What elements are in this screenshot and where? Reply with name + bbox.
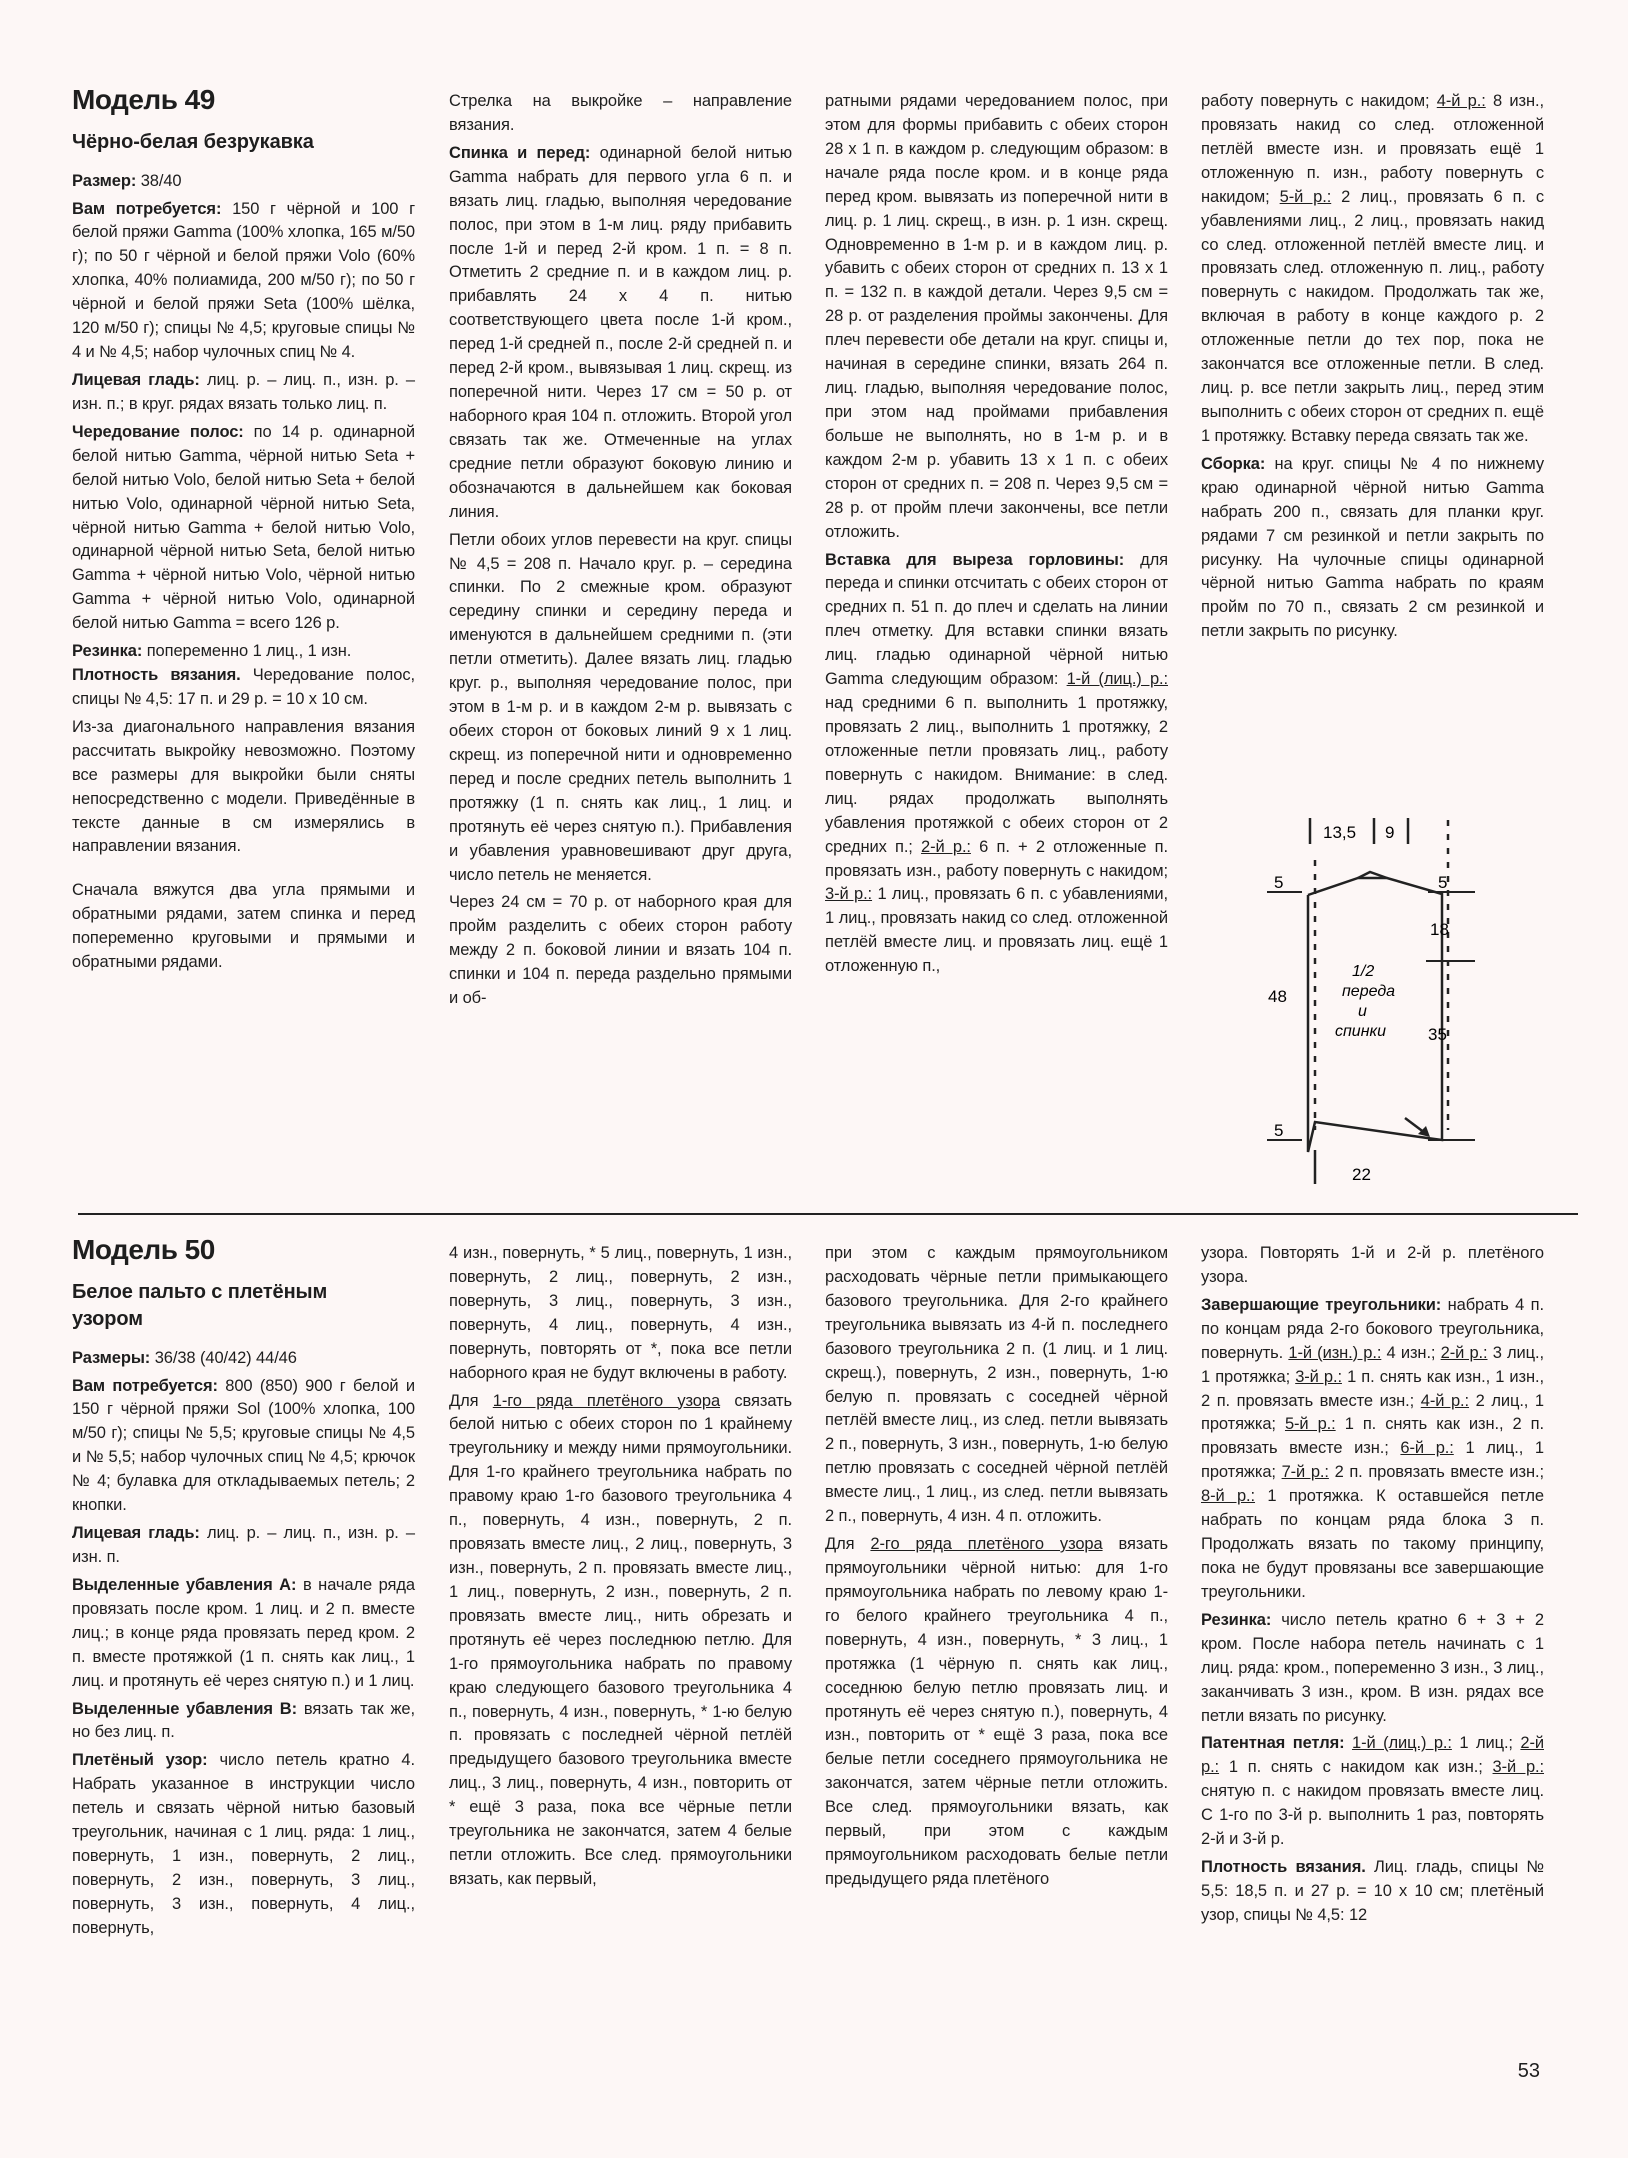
m50-repeat: узора. Повторять 1-й и 2-й р. плетёного узора. [1201, 1244, 1544, 1286]
m49-stockinette: Лицевая гладь: лиц. р. – лиц. п., изн. р. – изн. п.; в круг. рядах вязать только лиц. п. [72, 370, 415, 413]
m50-sizes: Размеры: 36/38 (40/42) 44/46 [72, 1348, 297, 1367]
m49-shaping: ратными рядами чередованием полос, при этом для формы прибавить с обеих сторон 28 х 1 п. в каждом р. следующим образом: в начале ряда после кром. и в конце ряда перед кром. вывязать из поперечной нити в лиц. р. 1 лиц. скрещ., в изн. р. 1 изн. скрещ. Одновременно в 1-м р. и в каждом лиц. р. убавить с обеих сторон от средних п. 13 х 1 п. = 132 п. в каждой детали. Через 9,5 см = 28 р. от разделения проймы закончены. Для плеч перевести обе детали на круг. спицы и, начиная в середине спинки, вязать 264 п. лиц. гладью, выполняя чередование полос, при этом над проймами прибавления больше не выполнять, но в 1-м р. и в каждом 2-м р. убавить 13 х 1 п. с обеих сторон от средних п. = 208 п. Через 9,5 см = 28 р. от пройм плечи закончены, все петли отложить. [825, 92, 1168, 541]
dim-9: 9 [1385, 823, 1395, 842]
page-number: 53 [1517, 2060, 1540, 2082]
m50-heading: Модель 50 [72, 1234, 215, 1265]
diagram-label-front: переда [1342, 983, 1396, 1000]
m50-column-1 [72, 1230, 415, 1945]
m50-base-triangle: 4 изн., повернуть, * 5 лиц., повернуть, 1 изн., повернуть, 2 лиц., повернуть, 2 изн., повернуть, 3 лиц., повернуть, 3 изн., повернуть, 4 лиц., повернуть, 4 изн., повернуть, повторять от *, пока все петли наборного края не будут включены в работу. [449, 1244, 792, 1382]
dim-5-bottom: 5 [1274, 1121, 1284, 1140]
m49-stripes: Чередование полос: по 14 р. одинарной белой нитью Gamma, чёрной нитью Seta + белой нитью Volo, белой нитью Seta + белой нитью Volo, одинарной чёрной нитью Seta, чёрной нитью Gamma + белой нитью Volo, одинарной чёрной нитью Seta, белой нитью Gamma + чёрной нитью Volo, чёрной нитью Gamma + чёрной нитью Volo, одинарной белой нитью Gamma = всего 126 р. [72, 422, 415, 633]
dim-35: 35 [1428, 1025, 1447, 1044]
dim-13-5: 13,5 [1323, 823, 1357, 842]
m50-decrease-b: Выделенные убавления В: вязать так же, но без лиц. п. [72, 1699, 415, 1742]
m49-column-2 [449, 90, 792, 1015]
diagram-label-half: 1/2 [1352, 963, 1375, 980]
m50-patent-stitch: Патентная петля: 1-й (лиц.) р.: 1 лиц.; 2-й р.: 1 п. снять с накидом как изн.; 3-й р.: снятую п. с накидом провязать вместе лиц. С 1-го по 3-й р. выполнить 1 раз, повторять 2-й и 3-й р. [1201, 1734, 1545, 1849]
m49-neckline-cont: работу повернуть с накидом; 4-й р.: 8 изн., провязать накид со след. отложенной петлёй вместе изн. и провязать ещё 1 отложенную п. изн., работу повернуть с накидом; 5-й р.: 2 лиц., провязать 6 п. с убавлениями лиц., 2 лиц., провязать накид со след. отложенной петлёй вместе лиц. и провязать след. отложенную п. лиц., работу повернуть с накидом. Продолжать так же, включая в работу в конце каждого р. 2 отложенные петли до тех пор, пока не закончатся все отложенные петли. В след. лиц. р. все петли закрыть лиц., перед этим выполнить с обеих сторон от средних п. ещё 1 протяжку. Вставку переда связать так же. [1201, 92, 1544, 445]
m49-column-3 [825, 90, 1168, 983]
dim-48: 48 [1268, 987, 1287, 1006]
m49-neckline: Вставка для выреза горловины: для переда и спинки отсчитать с обеих сторон от средних п. 51 п. до плеч и сделать на линии плеч отметку. Для вставки спинки вязать лиц. гладью одинарной чёрной нитью Gamma следующим образом: 1-й (лиц.) р.: над средними 6 п. выполнить 1 протяжку, провязать 2 лиц., выполнить 1 протяжку, 2 отложенные петли провязать лиц., работу повернуть с накидом. Внимание: в след. лиц. рядах продолжать выполнять убавления протяжкой с обеих сторон от 2 средних п.; 2-й р.: 6 п. + 2 отложенные п. провязать изн., работу повернуть с накидом; 3-й р.: 1 лиц., провязать 6 п. с убавлениями, 1 лиц., провязать накид со след. отложенной петлёй вместе лиц. и провязать лиц. ещё 1 отложенную п., [825, 550, 1168, 976]
m49-circular: Петли обоих углов перевести на круг. спицы № 4,5 = 208 п. Начало круг. р. – середина спинки. По 2 смежные кром. образуют середину спинки и середину переда и именуются в дальнейшем средними п. (эти петли отметить). Далее вязать лиц. гладью круг. р., выполняя чередование полос, при этом в 1-м р. и в каждом 2-м р. вывязать с обеих сторон от боковых линий 9 х 1 лиц. скрещ. из поперечной нити и одновременно перед и после средних петель выполнить 1 протяжку (1 п. снять как лиц., 1 лиц. и протянуть её через снятую п.). Прибавления и убавления уравновешивают друг друга, число петель не меняется. [449, 530, 792, 884]
dim-22: 22 [1352, 1165, 1371, 1184]
m49-back-front: Спинка и перед: одинарной белой нитью Gamma набрать для первого угла 6 п. и вязать лиц. гладью, выполняя чередование полос, при этом в 1-м лиц. ряду прибавить после 1-й и перед 2-й кром. 1 п. = 8 п. Отметить 2 средние п. и в каждом лиц. р. прибавлять 24 х 4 п. нитью соответствующего цвета после 1-й кром., перед 1-й средней п., после 2-й средней п. и перед 2-й кром., вывязывая 1 лиц. скрещ. из поперечной нити. Через 17 см = 50 р. от наборного края 104 п. отложить. Второй угол связать так же. Отмеченные на углах средние петли образуют боковую линию и обозначаются в дальнейшем как боковая линия. [449, 143, 793, 521]
diagram-label-and: и [1358, 1003, 1367, 1020]
m49-heading: Модель 49 [72, 84, 215, 115]
m50-column-4 [1201, 1242, 1544, 1932]
section-divider [78, 1213, 1578, 1215]
m49-density: Плотность вязания. Чередование полос, спицы № 4,5: 17 п. и 29 р. = 10 х 10 см. [72, 666, 415, 708]
diagram-label-back: спинки [1335, 1023, 1386, 1040]
m49-ribbing: Резинка: попеременно 1 лиц., 1 изн. [72, 642, 352, 661]
m50-row2: Для 2-го ряда плетёного узора вязать прямоугольники чёрной нитью: для 1-го прямоугольника набрать по левому краю 1-го белого крайнего треугольника 4 п., повернуть, 4 изн., повернуть, * 3 лиц., 1 протяжка (1 чёрную п. снять как лиц., соседнюю белую петлю провязать лиц. и протянуть её через снятую п.), повернуть, 4 изн., повторить от * ещё 3 раза, пока все белые петли соседнего прямоугольника не закончатся, затем чёрные петли отложить. Все след. прямоугольники вязать, как первый, при этом с каждым прямоугольником расходовать белые петли предыдущего ряда плетёного [825, 1535, 1168, 1888]
m49-column-4 [1201, 90, 1544, 648]
m49-first-note: Сначала вяжутся два угла прямыми и обратными рядами, затем спинка и перед попеременно круговыми и прямыми и обратными рядами. [72, 881, 415, 972]
m50-materials: Вам потребуется: 800 (850) 900 г белой и 150 г чёрной пряжи Sol (100% хлопка, 100 м/50 г); спицы № 5,5; круговые спицы № 4,5 и № 5,5; набор чулочных спиц № 4,5; крючок № 4; булавка для откладываемых петель; 2 кнопки. [72, 1376, 415, 1515]
m50-end-triangles: Завершающие треугольники: набрать 4 п. по концам ряда 2-го бокового треугольника, повернуть. 1-й (изн.) р.: 4 изн.; 2-й р.: 3 лиц., 1 протяжка; 3-й р.: 1 п. снять как изн., 1 изн., 2 п. провязать вместе изн.; 4-й р.: 2 лиц., 1 протяжка; 5-й р.: 1 п. снять как изн., 2 п. провязать вместе изн.; 6-й р.: 1 лиц., 1 протяжка; 7-й р.: 2 п. провязать вместе изн.; 8-й р.: 1 протяжка. К оставшейся петле набрать по концам ряда блока 3 п. Продолжать вязать по такому принципу, пока не будут провязаны все завершающие треугольники. [1201, 1295, 1544, 1601]
m49-assembly: Сборка: на круг. спицы № 4 по нижнему краю одинарной чёрной нитью Gamma набрать 200 п., связать для планки круг. рядами 7 см резинкой и петли закрыть по рисунку. На чулочные спицы одинарной чёрной нитью Gamma набрать по краям пройм по 70 п., связать 2 см резинкой и петли закрыть по рисунку. [1201, 454, 1544, 641]
dim-5-left: 5 [1274, 873, 1284, 892]
m49-size: Размер: 38/40 [72, 171, 182, 190]
m50-second-triangle: при этом с каждым прямоугольником расходовать чёрные петли примыкающего базового треугольника. Для 2-го крайнего треугольника вывязать из 4-й п. последнего базового треугольника 2 п. (1 лиц. и 1 лиц. скрещ.), повернуть, 2 изн., повернуть, 1-ю белую п. провязать с соседней чёрной петлёй вместе лиц., из след. петли вывязать 2 п., повернуть, 3 изн., повернуть, 1-ю белую петлю провязать с соседней чёрной петлёй вместе лиц., 1 лиц., из след. петли вывязать 2 п., повернуть, 4 изн. 4 п. отложить. [825, 1244, 1168, 1526]
m49-title: Чёрно-белая безрукавка [72, 130, 314, 153]
m50-weave-pattern: Плетёный узор: число петель кратно 4. Набрать указанное в инструкции число петель и связать чёрной нитью базовый треугольник, начиная с 1 лиц. ряда: 1 лиц., повернуть, 1 изн., повернуть, 2 лиц., повернуть, 2 изн., повернуть, 3 лиц., повернуть, 3 изн., повернуть, 4 лиц., повернуть, [72, 1751, 415, 1937]
m49-armholes: Через 24 см = 70 р. от наборного края для пройм разделить с обеих сторон работу между 2 п. боковой линии и вязать 104 п. спинки и 104 п. переда раздельно прямыми и об- [449, 893, 792, 1008]
dim-5-right: 5 [1438, 873, 1448, 892]
m49-column-1 [72, 80, 415, 979]
m50-column-2 [449, 1242, 792, 1896]
m49-diagonal-note: Из-за диагонального направления вязания рассчитать выкройку невозможно. Поэтому все размеры для выкройки были сняты непосредственно с модели. Приведённые в тексте данные в см измерялись в направлении вязания. [72, 717, 415, 856]
m50-row1: Для 1-го ряда плетёного узора связать белой нитью с обеих сторон по 1 крайнему треугольнику и между ними прямоугольники. Для 1-го крайнего треугольника набрать по правому краю 1-го базового треугольника 4 п., повернуть, 4 изн., повернуть, 2 п. провязать вместе лиц., 2 лиц., повернуть, 3 изн., повернуть, 2 п. провязать вместе лиц., 1 лиц., повернуть, 2 изн., повернуть, 2 п. провязать вместе лиц., нить обрезать и протянуть её через последнюю петлю. Для 1-го прямоугольника набрать по правому краю следующего базового треугольника 4 п., повернуть, 4 изн., повернуть, * 1-ю белую п. провязать с последней чёрной петлёй предыдущего базового треугольника вместе лиц., 3 лиц., повернуть, 4 изн., повторить от * ещё 3 раза, пока все чёрные петли треугольника не закончатся, затем 4 белые петли отложить. Все след. прямоугольники вязать, как первый, [449, 1391, 792, 1888]
m50-ribbing: Резинка: число петель кратно 6 + 3 + 2 кром. После набора петель начинать с 1 лиц. ряда: кром., попеременно 3 изн., 3 лиц., заканчивать 3 изн., кром. В изн. рядах все петли вязать по рисунку. [1201, 1610, 1544, 1725]
dim-18: 18 [1430, 920, 1449, 939]
m50-decrease-a: Выделенные убавления А: в начале ряда провязать после кром. 1 лиц. и 2 п. вместе лиц.; в конце ряда провязать перед кром. 2 п. вместе протяжкой (1 п. снять как лиц., 1 лиц. и протянуть её через снятую п.) и 1 лиц. [72, 1575, 415, 1690]
m49-arrow-note: Стрелка на выкройке – направление вязания. [449, 92, 792, 134]
m49-schematic [1240, 800, 1570, 1200]
m50-stockinette: Лицевая гладь: лиц. р. – лиц. п., изн. р. – изн. п. [72, 1524, 415, 1566]
m50-column-3 [825, 1242, 1168, 1896]
m49-materials: Вам потребуется: 150 г чёрной и 100 г белой пряжи Gamma (100% хлопка, 165 м/50 г); по 50 г чёрной и белой пряжи Volo (60% хлопка, 40% полиамида, 200 м/50 г); по 50 г чёрной и белой пряжи Seta (100% шёлка, 120 м/50 г); спицы № 4,5; круговые спицы № 4 и № 4,5; набор чулочных спиц № 4. [72, 199, 415, 362]
m50-title: Белое пальто с плетёным узором [72, 1280, 328, 1330]
m50-density: Плотность вязания. Лиц. гладь, спицы № 5,5: 18,5 п. и 27 р. = 10 х 10 см; плетёный узор, спицы № 4,5: 12 [1201, 1858, 1544, 1924]
